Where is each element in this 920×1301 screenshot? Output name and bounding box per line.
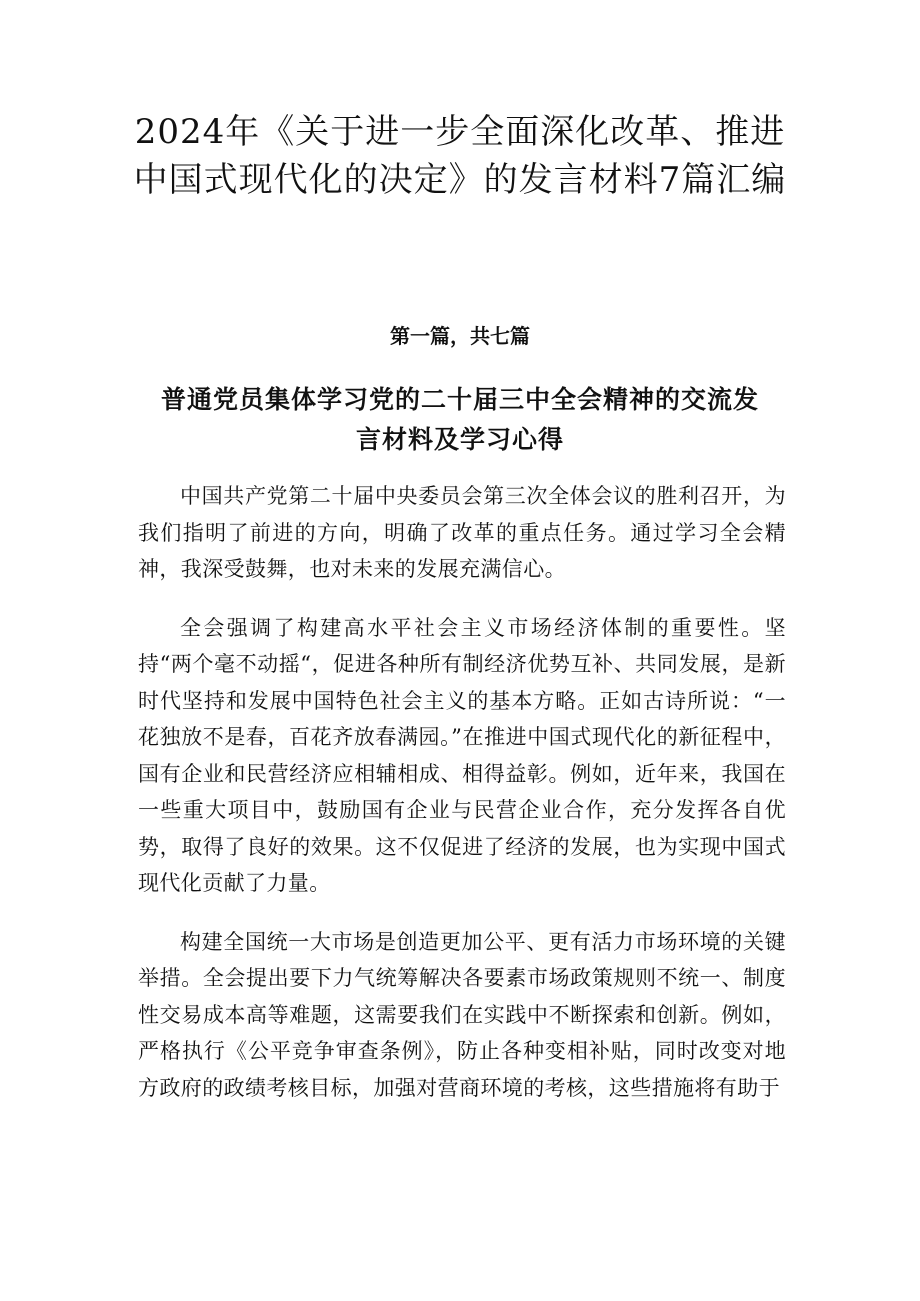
paragraph-1: 中国共产党第二十届中央委员会第三次全体会议的胜利召开，为我们指明了前进的方向，明确了改革的重点任务。通过学习全会精神，我深受鼓舞，也对未来的发展充满信心。 [138,484,786,581]
document-body [138,478,786,1128]
section-label: 第一篇，共七篇 [390,324,530,348]
paragraph-2: 全会强调了构建高水平社会主义市场经济体制的重要性。坚持“两个毫不动摇“，促进各种所有制经济优势互补、共同发展，是新时代坚持和发展中国特色社会主义的基本方略。正如古诗所说：“一花独放不是春，百花齐放春满园。”在推进中国式现代化的新征程中，国有企业和民营经济应相辅相成、相得益彰。例如，近年来，我国在一些重大项目中，鼓励国有企业与民营企业合作，充分发挥各自优势，取得了良好的效果。这不仅促进了经济的发展，也为实现中国式现代化贡献了力量。 [138,615,786,895]
document-title: 2024年《关于进一步全面深化改革、推进中国式现代化的决定》的发言材料7篇汇编 [133,112,787,200]
section-heading: 普通党员集体学习党的二十届三中全会精神的交流发言材料及学习心得 [160,385,759,454]
paragraph-3: 构建全国统一大市场是创造更加公平、更有活力市场环境的关键举措。全会提出要下力气统筹解决各要素市场政策规则不统一、制度性交易成本高等难题，这需要我们在实践中不断探索和创新。例如，严格执行《公平竞争审查条例》，防止各种变相补贴，同时改变对地方政府的政绩考核目标，加强对营商环境的考核，这些措施将有助于 [138,929,786,1100]
